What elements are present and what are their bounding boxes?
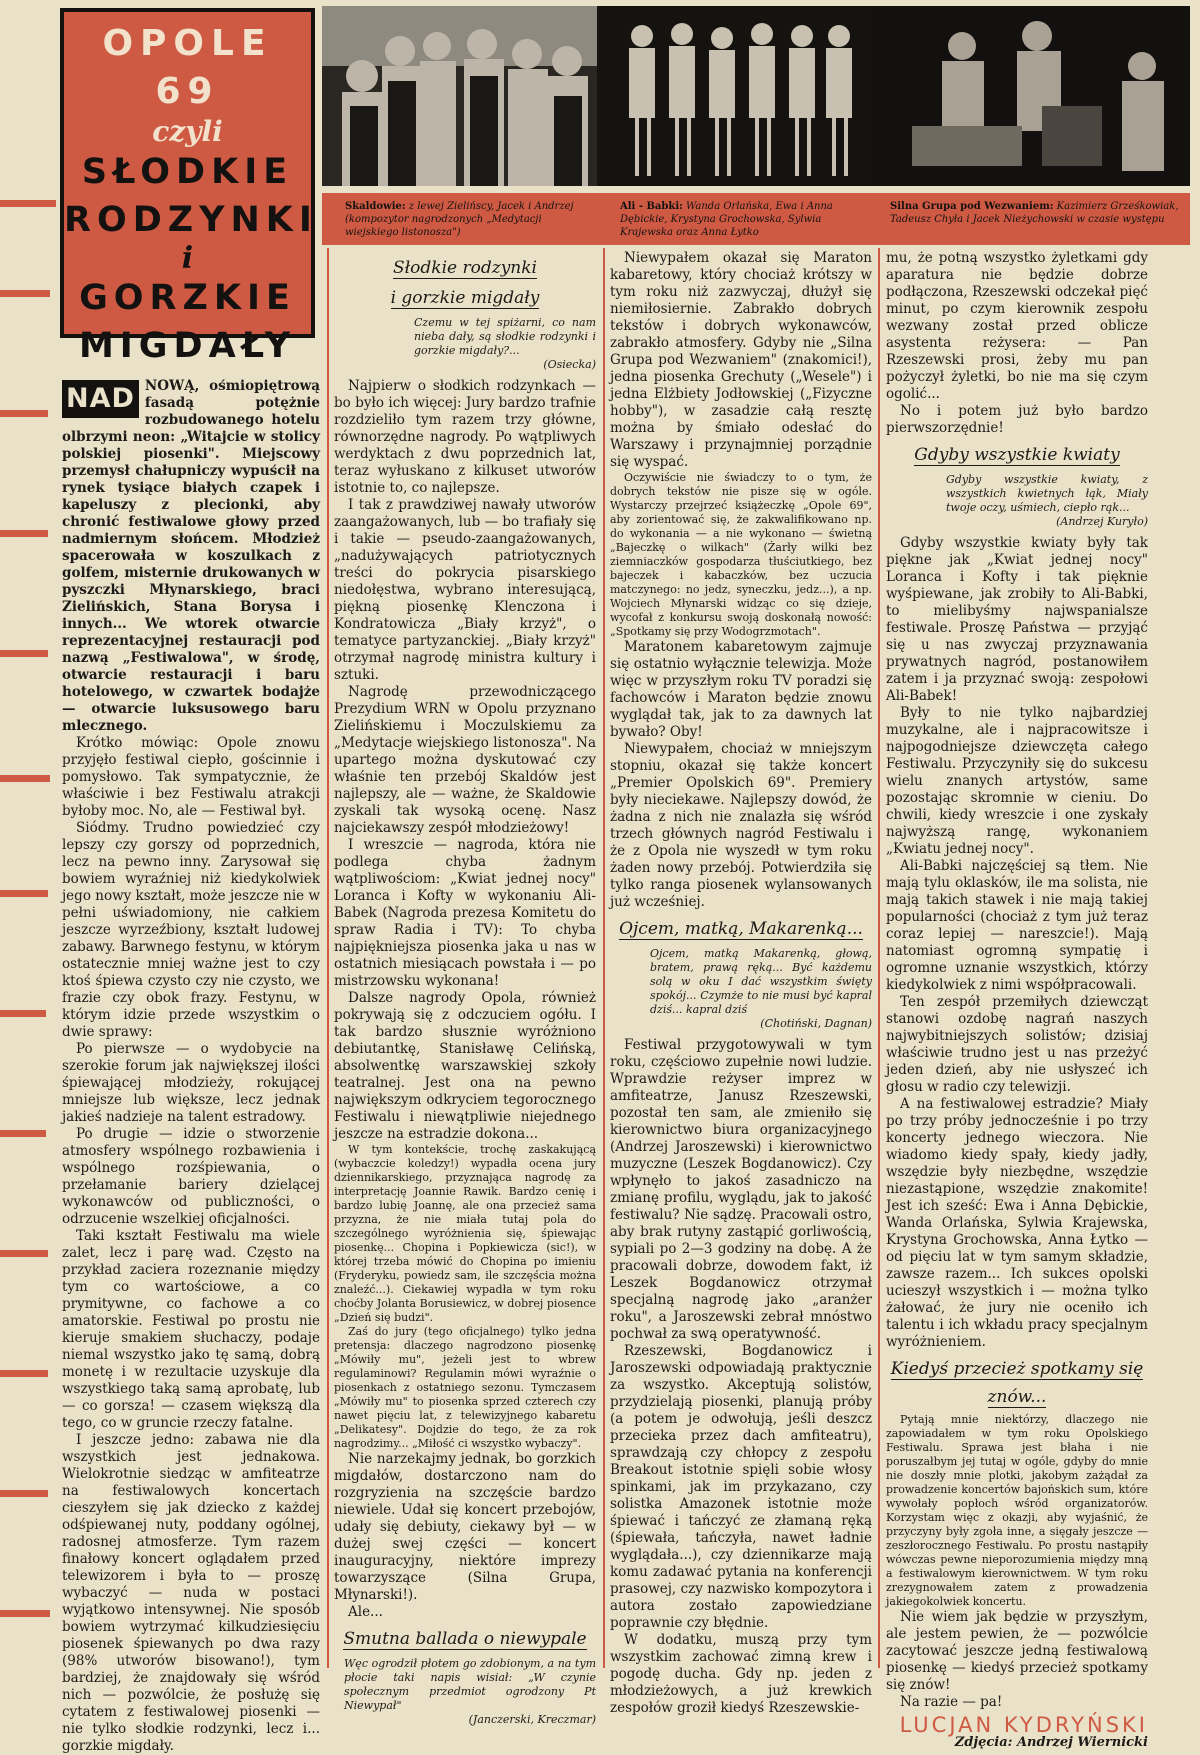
paragraph: Nie wiem jak będzie w przyszłym, ale jestem pewien, że — pozwólcie zacytować jeszcze jedną festiwalową piosenkę — kiedyś przecież spotkamy się znów! <box>886 1609 1148 1693</box>
section-heading: Smutna ballada o niewypale <box>343 1629 587 1649</box>
article-column-2 <box>334 250 596 1733</box>
title-line-7: MIGDAŁY <box>78 326 297 366</box>
paragraph: I jeszcze jedno: zabawa nie dla wszystkich jest jednakowa. Wielokrotnie siedząc w amfiteatrze na festiwalowych koncertach cieszyłem się jak dziecko z każdej odśpiewanej nuty, poddany ogólnej, radosnej atmosferze. Tym razem finałowy koncert oglądałem przed telewizorem i była to — proszę wybaczyć — nuda w postaci wyjątkowo intensywnej. Nie sposób bowiem wytrzymać kilkudziesięciu piosenek śpiewanych po dwa razy (98% utworów bisowano!), tym bardziej, że znajdowały się wśród nich — pozwólcie, że posłużę się cytatem z festiwalowej piosenki — nie tylko słodkie rodzynki, lecz i... gorzkie migdały. <box>62 1432 320 1754</box>
lead-paragraph: NOWĄ, ośmiopiętrową fasadą potężnie rozbudowanego hotelu olbrzymi neon: „Witajcie w stolicy polskiej piosenki". Miejscowy przemysł chałupniczy wypuścił na rynek tysiące białych czapek i kapeluszy z plecionki, aby chronić festiwalowe głowy przed nadmiernym słońcem. Młodzież spacerowała w koszulkach z golfem, misternie drukowanych w pyszczki Młynarskiego, braci Zielińskich, Stana Borysa i innych... We wtorek otwarcie reprezentacyjnej restauracji pod nazwą „Festiwalowa", w środę, otwarcie restauracji i baru hotelowego, w czwartek bodajże — otwarcie luksusowego baru mlecznego. <box>62 378 320 734</box>
paragraph: I tak z prawdziwej nawały utworów zaangażowanych, lub — bo trafiały się i takie — pseudo-zaangażowanych, „nadużywających patriotycznych treści do pokrycia pisarskiego niedołęstwa, wybrano interesującą, piękną piosenkę Klenczona i Kondratowicza „Biały krzyż", o tematyce partyzanckiej. „Biały krzyż" otrzymał nagrodę ministra kultury i sztuki. <box>334 497 596 683</box>
title-line-4: RODZYNKI <box>64 200 318 240</box>
section-heading: znów... <box>987 1387 1047 1407</box>
section-heading: Kiedyś przecież spotkamy się <box>890 1359 1144 1379</box>
small-paragraph: Oczywiście nie świadczy to o tym, że dobrych tekstów nie pisze się w ogóle. Wystarczy przejrzeć książeczkę „Opole 69", aby zorientować się, że zakwalifikowano np. do wykonania — a nie wykonano — świetną „Bajeczkę o wilkach" (Żarły wilki bez ziemniaczków gospodarza tłuściutkiego, bez bajeczek i kabaczków, bez uczucia matczynego: no jedz, syneczku, jedz...), a np. Wojciech Młynarski widząc co się dzieje, wycofał z konkursu swoją doskonałą nowość: „Spotkamy się przy Wodogrzmotach". <box>610 471 872 638</box>
paragraph: Po drugie — idzie o stworzenie atmosfery wspólnego rozbawienia i wspólnego rozśpiewania, o przełamanie bariery dzielącej wykonawców od publiczności, o odrzucenie wszelkiej oficjalności. <box>62 1126 320 1227</box>
caption-skaldowie <box>345 200 595 239</box>
column-rule <box>878 248 880 1668</box>
section-heading: i gorzkie migdały <box>390 288 540 308</box>
motto-attribution: (Chotiński, Dagnan) <box>760 1017 872 1030</box>
article-column-4 <box>886 250 1148 1751</box>
small-paragraph: Zaś do jury (tego oficjalnego) tylko jedna pretensja: dlaczego nagrodzono piosenkę „Mówiły mu", jeżeli jest to wbrew regulaminowi? Regulamin mówi wyraźnie o piosenkach z ostatniego sezonu. Tymczasem „Mówiły mu" to piosenka sprzed czterech czy nawet pięciu lat, z telewizyjnego kabaretu „Delikatesy". Dojdzie do tego, że za rok nagrodzimy... „Miłość ci wszystko wybaczy". <box>334 1325 596 1450</box>
caption-text: Wanda Orlańska, Ewa i Anna Dębickie, Krystyna Grochowska, Sylwia Krajewska oraz Anna Łytko <box>620 201 833 238</box>
paragraph: Siódmy. Trudno powiedzieć czy lepszy czy gorszy od poprzednich, lecz na pewno inny. Zarysował się bowiem wyraźniej niż kiedykolwiek jego nowy kształt, może jeszcze nie w pełni uświadomiony, nie całkiem jeszcze wyrzeźbiony, kształt ludowej zabawy. Barwnego festynu, w którym ostatecznie mniej ważne jest to czy ktoś śpiewa czysto czy nie czysto, we frazie czy obok frazy. Festynu, w którym idzie przede wszystkim o dwie sprawy: <box>62 820 320 1040</box>
paragraph: Na razie — pa! <box>900 1694 1003 1710</box>
title-line-3: SŁODKIE <box>81 152 294 192</box>
motto-text: Czemu w tej spiżarni, co nam nieba dały, są słodkie rodzynki i gorzkie migdały?... <box>414 316 596 357</box>
paragraph: No i potem już było bardzo pierwszorzędnie! <box>886 403 1148 436</box>
paragraph: Najpierw o słodkich rodzynkach — bo było ich więcej: Jury bardzo trafnie rozdzieliło tym razem trzy główne, równorzędne nagrody. Po wątpliwych werdyktach z dwu poprzednich lat, teraz wyłuskano z kilkuset utworów istotnie to, co najlepsze. <box>334 378 596 496</box>
paragraph: Ten zespół przemiłych dziewcząt stanowi ozdobę nagrań naszych najwybitniejszych solistów; dzisiaj właściwie trudno jest u nas przeżyć jeden dzień, aby nie usłyszeć ich głosu w radio czy telewizji. <box>886 994 1148 1095</box>
title-line-6: GORZKIE <box>79 278 296 318</box>
caption-text: Kazimierz Grześkowiak, Tadeusz Chyła i Jacek Nieżychowski w czasie występu <box>890 201 1179 225</box>
motto <box>414 316 596 372</box>
paragraph: Po pierwsze — o wydobycie na szerokie forum jak największej ilości śpiewającej młodzieży, rokującej mniejsze lub większe, lecz jednak jakieś nadzieje na talent estradowy. <box>62 1041 320 1125</box>
motto <box>344 1657 596 1727</box>
motto <box>650 947 872 1031</box>
photo-silna-grupa <box>872 6 1190 186</box>
paragraph: Były to nie tylko najbardziej muzykalne, ale i najpracowitsze i najpogodniejsze dziewczęta całego Festiwalu. Przyczyniły się do sukcesu wielu znanych artystów, same pozostając skromnie w cieniu. Do chwili, kiedy wreszcie i one zyskały najwyższą rangę, wykonaniem „Kwiatu jednej nocy". <box>886 705 1148 857</box>
column-rule <box>603 248 605 1668</box>
paragraph: Niewypałem, chociaż w mniejszym stopniu, okazał się także koncert „Premier Opolskich 69". Premiery były nieciekawe. Najlepszy dowód, że żadna z nich nie znalazła się wśród trzech głównych nagród Festiwalu i że z Opola nie wyszedł w tym roku żaden nowy przebój. Potwierdziła się tylko ranga piosenek wylansowanych już wcześniej. <box>610 741 872 910</box>
photo-skaldowie <box>322 6 597 186</box>
paragraph: Ale... <box>348 1604 383 1620</box>
paragraph: Krótko mówiąc: Opole znowu przyjęło festiwal ciepło, gościnnie i pomysłowo. Tak sympatycznie, że właściwie i bez Festiwalu atrakcji byłoby moc. No, ale — Festiwal był. <box>62 735 320 819</box>
caption-lead: Skaldowie: <box>345 201 406 212</box>
section-heading: Słodkie rodzynki <box>393 258 537 278</box>
paragraph: I wreszcie — nagroda, która nie podlega chyba żadnym wątpliwościom: „Kwiat jednej nocy" Loranca i Kofty w wykonaniu Ali-Babek (Nagroda prezesa Komitetu do spraw Radia i TV): To chyba najpiękniejsza piosenka jaka u nas w ostatnich miesiącach powstała i — po mistrzowsku wykonana! <box>334 837 596 989</box>
paragraph: Nie narzekajmy jednak, bo gorzkich migdałów, dostarczono nam do rozgryzienia na szczęście bardzo niewiele. Udał się koncert przebojów, udały się debiuty, ciekawy był — w dużej swej części — koncert inauguracyjny, niektóre imprezy towarzyszące (Silna Grupa, Młynarski!). <box>334 1451 596 1603</box>
caption-text: z lewej Zielińscy, Jacek i Andrzej (kompozytor nagrodzonych „Medytacji wiejskiego listonosza") <box>345 201 574 238</box>
title-line-2: czyli <box>152 115 223 148</box>
drop-word: NAD <box>62 380 139 418</box>
motto-attribution: (Janczerski, Kreczmar) <box>468 1713 596 1726</box>
paragraph: mu, że potną wszystko żyletkami gdy aparatura nie będzie dobrze podłączona, Rzeszewski odczekał pięć minut, po czym kierownik zespołu wezwany został przed oblicze asystenta reżysera: — Pan Rzeszewski prosi, żeby mu pan pożyczył żyletki, bo nie ma się czym ogolić... <box>886 250 1148 402</box>
paragraph: Ali-Babki najczęściej są tłem. Nie mają tylu oklasków, ile ma solista, nie mają takich stawek i nie mają takiej popularności (chociaż z tym już teraz coraz lepiej — nareszcie!). Mają natomiast ogromną sympatię i ogromne uznanie wszystkich, którzy kiedykolwiek z nimi współpracowali. <box>886 858 1148 993</box>
paragraph: Taki kształt Festiwalu ma wiele zalet, lecz i parę wad. Często na przykład zaciera rozeznanie między tym co wartościowe, a co prymitywne, co fachowe a co amatorskie. Festiwal po prostu nie kieruje smakiem słuchaczy, podaje niemal wszystko jako tę samą, dobrą monetę i w rezultacie uzyskuje dla wszystkiego taką samą aprobatę, lub — co gorsza! — czasem większą dla tego, co w gruncie rzeczy fatalne. <box>62 1228 320 1431</box>
paragraph: Maratonem kabaretowym zajmuje się ostatnio wyłącznie telewizja. Może więc w przyszłym roku TV poradzi się fachowców i Maraton będzie znowu wyglądał tak, jak to za dawnych lat bywało? Oby! <box>610 639 872 740</box>
title-line-5: i <box>181 241 194 276</box>
paragraph: Gdyby wszystkie kwiaty były tak piękne jak „Kwiat jednej nocy" Loranca i Kofty i tak pięknie wyśpiewane, jak zrobiły to Ali-Babki, to mielibyśmy najwspanialsze festiwale. Proszę Państwa — przyjąć się u nas zwyczaj przyznawania prywatnych nagród, postanowiłem zatem i ja przyznać swoją: zespołowi Ali-Babek! <box>886 535 1148 704</box>
motto <box>946 473 1148 529</box>
article-column-3 <box>610 250 872 1717</box>
article-column-1 <box>62 378 320 1755</box>
title-line-1: OPOLE 69 <box>102 23 273 112</box>
decorative-stripes <box>0 200 60 1660</box>
paragraph: W dodatku, muszą przy tym wszystkim zachować zimną krew i pogodę ducha. Gdy np. jeden z młodzieżowych, a już krewkich zespołów groził kiedyś Rzeszewskie- <box>610 1632 872 1716</box>
section-heading: Ojcem, matką, Makarenką... <box>619 919 863 939</box>
paragraph: Rzeszewski, Bogdanowicz i Jaroszewski odpowiadają praktycznie za wszystko. Akceptują solistów, przydzielają piosenki, planują próby (a potem je odwołują, jeśli deszcz przecieka przez dach amfiteatru), sprawdzają czy chłopcy z zespołu Breakout istotnie spięli sobie włosy spinkami, jak im przykazano, czy solistka Amazonek istotnie może śpiewać i tańczyć ze złamaną ręką (śpiewała, tańczyła, nawet ładnie wyglądała...), czy dziennikarze mają komu zadawać pytania na konferencji prasowej, czy nazwisko kompozytora i autora zostało zapowiedziane poprawnie czy błędnie. <box>610 1343 872 1631</box>
paragraph: A na festiwalowej estradzie? Miały po trzy próby jednocześnie i po trzy koncerty jednego wieczora. Nie wiadomo kiedy spały, kiedy jadły, wszędzie były niezbędne, wszędzie niezastąpione, wszędzie znakomite! Jest ich sześć: Ewa i Anna Dębickie, Wanda Orlańska, Sylwia Krajewska, Krystyna Grochowska, Anna Łytko — od pięciu lat w tym samym składzie, zawsze razem... Ich sukces opolski ucieszył wszystkich i — można tylko żałować, że jury nie oceniło ich talentu i ich wkładu pracy specjalnym wyróżnieniem. <box>886 1096 1148 1350</box>
caption-lead: Silna Grupa pod Wezwaniem: <box>890 201 1054 212</box>
paragraph: Nagrodę przewodniczącego Prezydium WRN w Opolu przyznano Zielińskiemu i Moczulskiemu za „Medytacje wiejskiego listonosza". Na upartego można dyskutować czy właśnie ten przebój Skaldów jest najlepszy, ale — ważne, że Skaldowie zyskali tak wysoką ocenę. Nasz najciekawszy zespół młodzieżowy! <box>334 684 596 836</box>
paragraph: Festiwal przygotowywali w tym roku, częściowo zupełnie nowi ludzie. Wprawdzie reżyser imprez w amfiteatrze, Janusz Rzeszewski, pozostał ten sam, ale zmieniło się kierownictwo biura organizacyjnego (Andrzej Jaroszewski) i kierownictwo muzyczne (Leszek Bogdanowicz). Czy wpłynęło to jakoś zasadniczo na zmianę profilu, wyglądu, jak to jakość festiwalu? Nie sądzę. Pracowali ostro, aby brak rutyny zastąpić gorliwością, sypiali po 2—3 godziny na dobę. A że pracowali dobrze, dowodem fakt, iż Leszek Bogdanowicz otrzymał specjalną nagrodę jako „aranżer roku", a Jaroszewski zebrał mnóstwo pochwał za swą operatywność. <box>610 1037 872 1342</box>
paragraph: Niewypałem okazał się Maraton kabaretowy, który chociaż krótszy w tym roku niż zazwyczaj, dłużył się niemiłosiernie. Zabrakło dobrych tekstów i dobrych wykonawców, zabrakło atmosfery. Gdyby nie „Silna Grupa pod Wezwaniem" (znakomici!), jedna piosenka Grechuty („Wesele") i jedna Elżbiety Jodłowskiej („Fizyczne hobby"), w zasadzie całą resztę można by śmiało odesłać do Warszawy i przynajmniej porządnie się wyspać. <box>610 250 872 470</box>
column-rule <box>327 248 329 1668</box>
paragraph: Dalsze nagrody Opola, również pokrywają się z odczuciem ogółu. I tak bardzo słusznie wyróżniono debiutantkę, Stanisławę Celińską, absolwentkę warszawskiej szkoły teatralnej. Jest ona na pewno największym odkryciem tegorocznego Festiwalu i niewątpliwie niejednego jeszcze na estradzie dokona... <box>334 990 596 1142</box>
motto-text: Gdyby wszystkie kwiaty, z wszystkich kwietnych łąk, Miały twoje oczy, uśmiech, ciepło rąk... <box>946 473 1148 514</box>
title-block <box>60 8 318 366</box>
motto-attribution: (Andrzej Kuryło) <box>1056 515 1148 528</box>
small-paragraph: Pytają mnie niektórzy, dlaczego nie zapowiadałem w tym roku Opolskiego Festiwalu. Sprawa jest błaha i nie poruszałbym jej tutaj w ogóle, gdyby do mnie nie doszły mnie plotki, jakobym zażądał za prowadzenie koncertów bajońskich sum, które wywołały popłoch wśród organizatorów. Korzystam więc z okazji, aby wyjaśnić, że przyczyny były zgoła inne, a sięgały jeszcze — zeszłorocznego Festiwalu. Po prostu nastąpiły wówczas pewne nieporozumienia między mną a festiwalowym kierownictwem. W tym roku zrezygnowałem zatem z prowadzenia jakiegokolwiek koncertu. <box>886 1413 1148 1608</box>
author-byline: LUCJAN KYDRYŃSKI <box>899 1713 1148 1737</box>
caption-silna-grupa <box>890 200 1185 226</box>
caption-lead: Ali - Babki: <box>620 201 683 212</box>
motto-attribution: (Osiecka) <box>543 358 596 371</box>
motto-text: Ojcem, matką Makarenką, głową, bratem, prawą ręką... Być każdemu solą w oku I dać wszystkim święty spokój... Czymże to nie musi być kapral dziś... kapral dziś <box>650 947 872 1016</box>
caption-ali-babki <box>620 200 872 239</box>
photo-credit: Zdjęcia: Andrzej Wiernicki <box>954 1735 1148 1750</box>
motto-text: Węc ogrodził płotem go zdobionym, a na tym płocie taki napis wisiał: „W czynie społecznym przedmiot ogrodzony Pt Niewypał" <box>344 1657 596 1712</box>
section-heading: Gdyby wszystkie kwiaty <box>914 445 1120 465</box>
photo-ali-babki <box>597 6 872 186</box>
small-paragraph: W tym kontekście, trochę zaskakującą (wybaczcie koledzy!) wypadła ocena jury dziennikarskiego, przyznająca nagrodę za interpretację Joannie Rawik. Bardzo cenię i bardzo lubię Joannę, ale ona przecież sama przyzna, że nie miała tutaj pola do szczególnego wyróżnienia się, śpiewając piosenkę... Chopina i Popkiewicza (sic!), w której trzeba mówić do Chopina po imieniu (Fryderyku, powiedz sam, ile szczęścia można znaleźć...). Ciekawiej wypadła w tym roku choćby Jolanta Borusiewicz, w dobrej piosence „Dzień się budzi". <box>334 1143 596 1324</box>
